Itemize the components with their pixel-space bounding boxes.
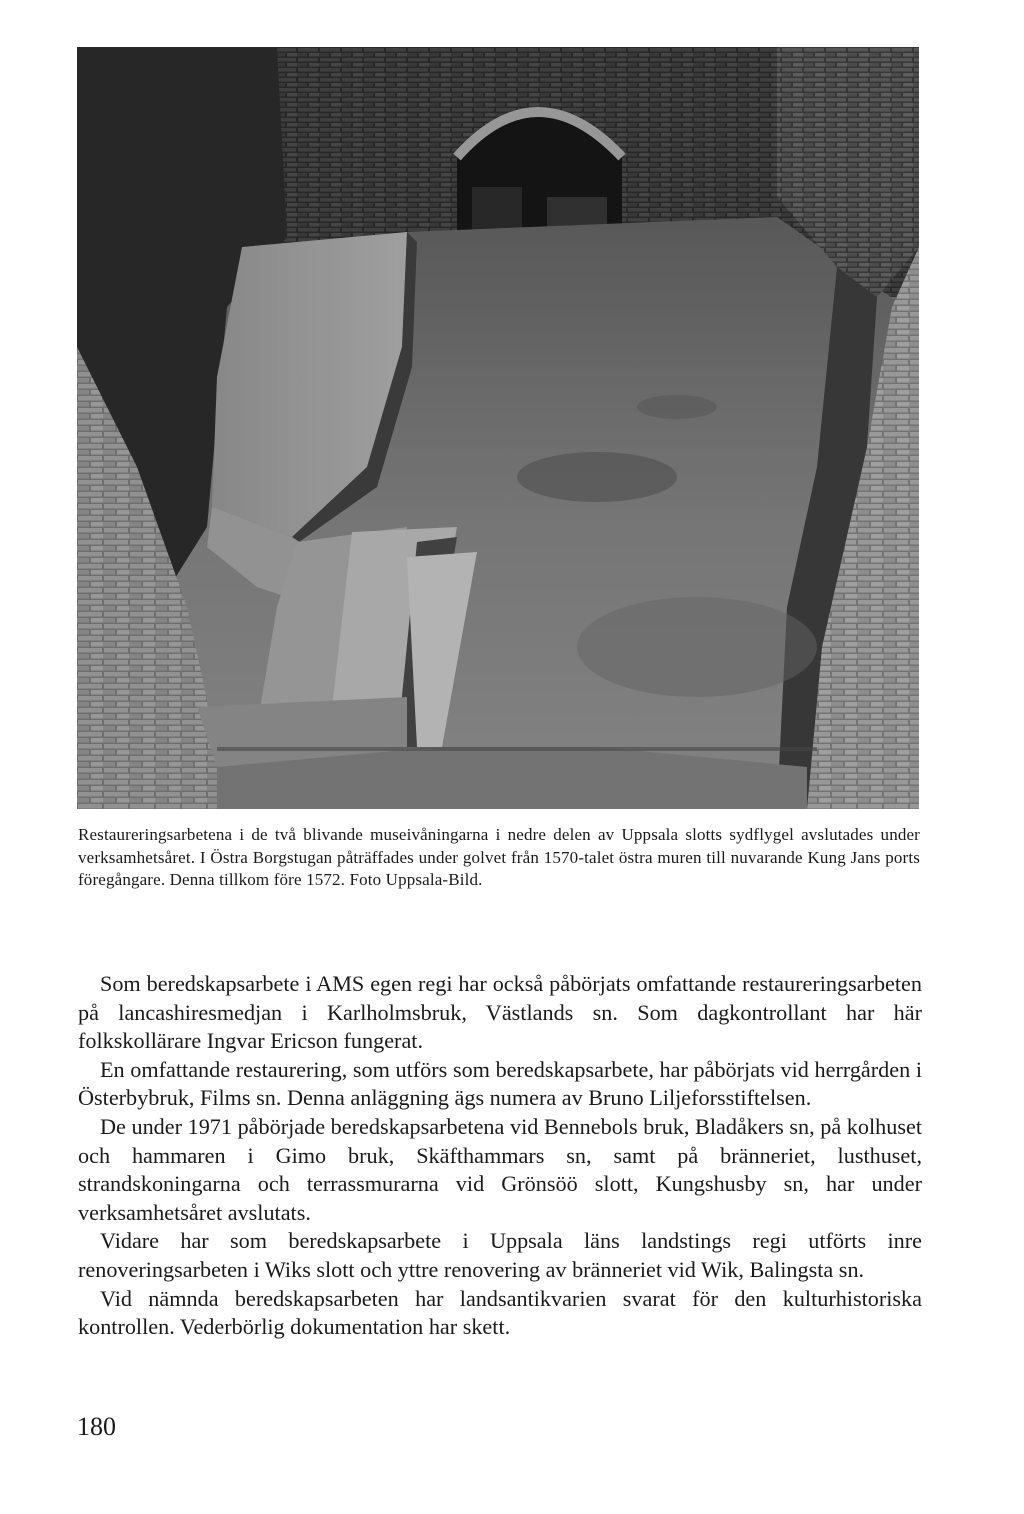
paragraph: Vidare har som beredskapsarbete i Uppsala läns landstings regi utförts inre renoveringsarbeten i Wiks slott och yttre renovering av bränneriet vid Wik, Balingsta sn. xyxy=(78,1228,922,1282)
photo-caption: Restaureringsarbetena i de två blivande museivåningarna i nedre delen av Uppsala slotts sydflygel avslutades under verksamhetsåret. I Östra Borgstugan påträffades under golvet från 1570-talet östra muren till nuvarande Kung Jans ports föregångare. Denna tillkom före 1572. Foto Uppsala-Bild. xyxy=(78,825,920,889)
body-text xyxy=(78,970,922,1342)
paragraph: Vid nämnda beredskapsarbeten har landsantikvarien svarat för den kulturhistoriska kontrollen. Vederbörlig dokumentation har skett. xyxy=(78,1285,922,1340)
paragraph: Som beredskapsarbete i AMS egen regi har också påbörjats omfattande restaureringsarbeten på lancashiresmedjan i Karlholmsbruk, Västlands sn. Som dagkontrollant har här folkskollärare Ingvar Ericson fungerat. xyxy=(78,971,922,1054)
paragraph: En omfattande restaurering, som utförs som beredskapsarbete, har påbörjats vid herrgården i Österbybruk, Films sn. Denna anläggning ägs numera av Bruno Liljeforsstiftelsen. xyxy=(78,1056,922,1111)
page-number: 180 xyxy=(77,1412,116,1441)
cellar-photo xyxy=(77,47,919,809)
cellar-photo-drawing xyxy=(77,47,919,809)
paragraph: De under 1971 påbörjade beredskapsarbetena vid Bennebols bruk, Bladåkers sn, på kolhuset och hammaren i Gimo bruk, Skäfthammars sn, samt på bränneriet, lusthuset, strandskoningarna och terrassmurarna vid Grönsöö slott, Kungshusby sn, har under verksamhetsåret avslutats. xyxy=(78,1113,922,1225)
